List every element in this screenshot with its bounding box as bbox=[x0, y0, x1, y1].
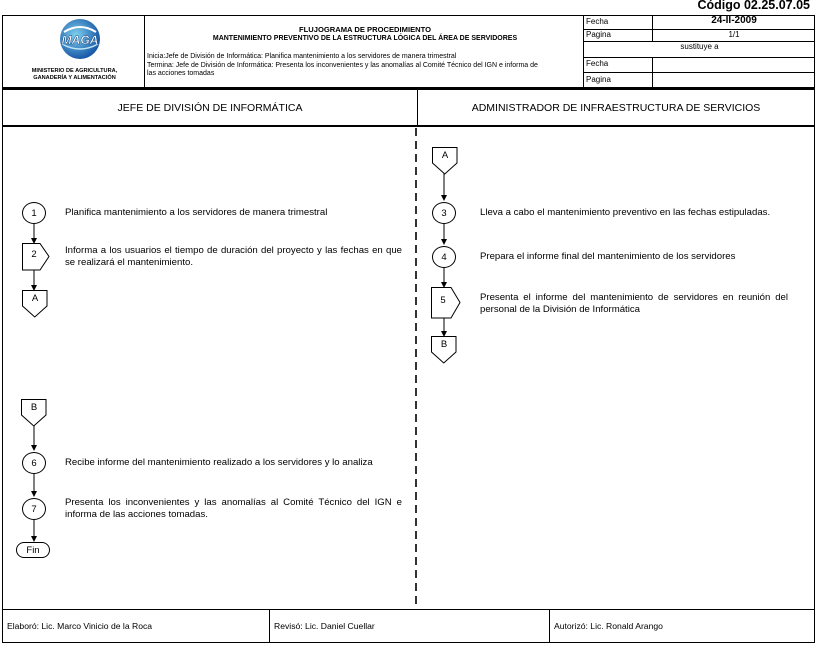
column-header-left: JEFE DE DIVISIÓN DE INFORMÁTICA bbox=[2, 88, 418, 127]
logo-org-line2: GANADERÍA Y ALIMENTACIÓN bbox=[33, 74, 116, 81]
connector-b-out-label: B bbox=[440, 339, 448, 350]
step-4-circle: 4 bbox=[432, 246, 456, 268]
step-2-text: Informa a los usuarios el tiempo de duración del proyecto y las fechas en que se realizará el mantenimiento. bbox=[65, 245, 402, 268]
ends-text-2: las acciones tomadas bbox=[147, 70, 215, 77]
step-4-text: Prepara el informe final del mantenimiento de los servidores bbox=[480, 251, 736, 262]
connector-b-in-label: B bbox=[30, 402, 38, 413]
fecha-label: Fecha bbox=[586, 17, 609, 26]
starts-text: Inicia:Jefe de División de Informática: Planifica mantenimiento a los servidores de manera trimestral bbox=[147, 53, 457, 60]
pagina-label: Pagina bbox=[586, 30, 611, 39]
logo-brand: MAGA bbox=[61, 33, 99, 47]
document-code: Código 02.25.07.05 bbox=[697, 0, 810, 12]
pagina2-label: Pagina bbox=[586, 75, 611, 84]
step-2-num: 2 bbox=[31, 249, 37, 260]
connector-a-in-label: A bbox=[441, 150, 449, 161]
document-subtitle: MANTENIMIENTO PREVENTIVO DE LA ESTRUCTURA LÓGICA DEL ÁREA DE SERVIDORES bbox=[212, 35, 518, 42]
terminator-fin: Fin bbox=[16, 542, 50, 558]
step-7-text: Presenta los inconvenientes y las anomalías al Comité Técnico del IGN e informa de las acciones tomadas. bbox=[65, 497, 402, 520]
step-7-circle: 7 bbox=[22, 498, 46, 520]
step-6-circle: 6 bbox=[22, 452, 46, 474]
document-title: FLUJOGRAMA DE PROCEDIMIENTO bbox=[298, 25, 432, 34]
column-header-right: ADMINISTRADOR DE INFRAESTRUCTURA DE SERVICIOS bbox=[417, 88, 815, 127]
step-5-text: Presenta el informe del mantenimiento de servidores en reunión del personal de la División de Informática bbox=[480, 292, 788, 315]
step-1-text: Planifica mantenimiento a los servidores de manera trimestral bbox=[65, 207, 328, 218]
step-3-circle: 3 bbox=[432, 202, 456, 224]
step-3-text: Lleva a cabo el mantenimiento preventivo en las fechas estipuladas. bbox=[480, 207, 771, 218]
step-1-circle: 1 bbox=[22, 202, 46, 224]
step-6-text: Recibe informe del mantenimiento realizado a los servidores y lo analiza bbox=[65, 457, 373, 468]
connector-a-out-label: A bbox=[31, 293, 39, 304]
fecha2-label: Fecha bbox=[586, 59, 609, 68]
fecha-value: 24-II-2009 bbox=[711, 15, 757, 26]
pagina-value: 1/1 bbox=[728, 30, 740, 39]
step-5-num: 5 bbox=[440, 295, 446, 306]
ends-text-1: Termina: Jefe de División de Informática: Presenta los inconvenientes y las anomalías al Comité Técnico del IGN e informa de bbox=[147, 62, 538, 69]
signature-reviso: Revisó: Lic. Daniel Cuellar bbox=[269, 609, 550, 643]
signature-autorizo: Autorizó: Lic. Ronald Arango bbox=[549, 609, 815, 643]
logo-org-line1: MINISTERIO DE AGRICULTURA, bbox=[31, 68, 118, 74]
signature-elaboro: Elaboró: Lic. Marco Vinicio de la Roca bbox=[2, 609, 270, 643]
sustituye-label: sustituye a bbox=[680, 42, 719, 51]
